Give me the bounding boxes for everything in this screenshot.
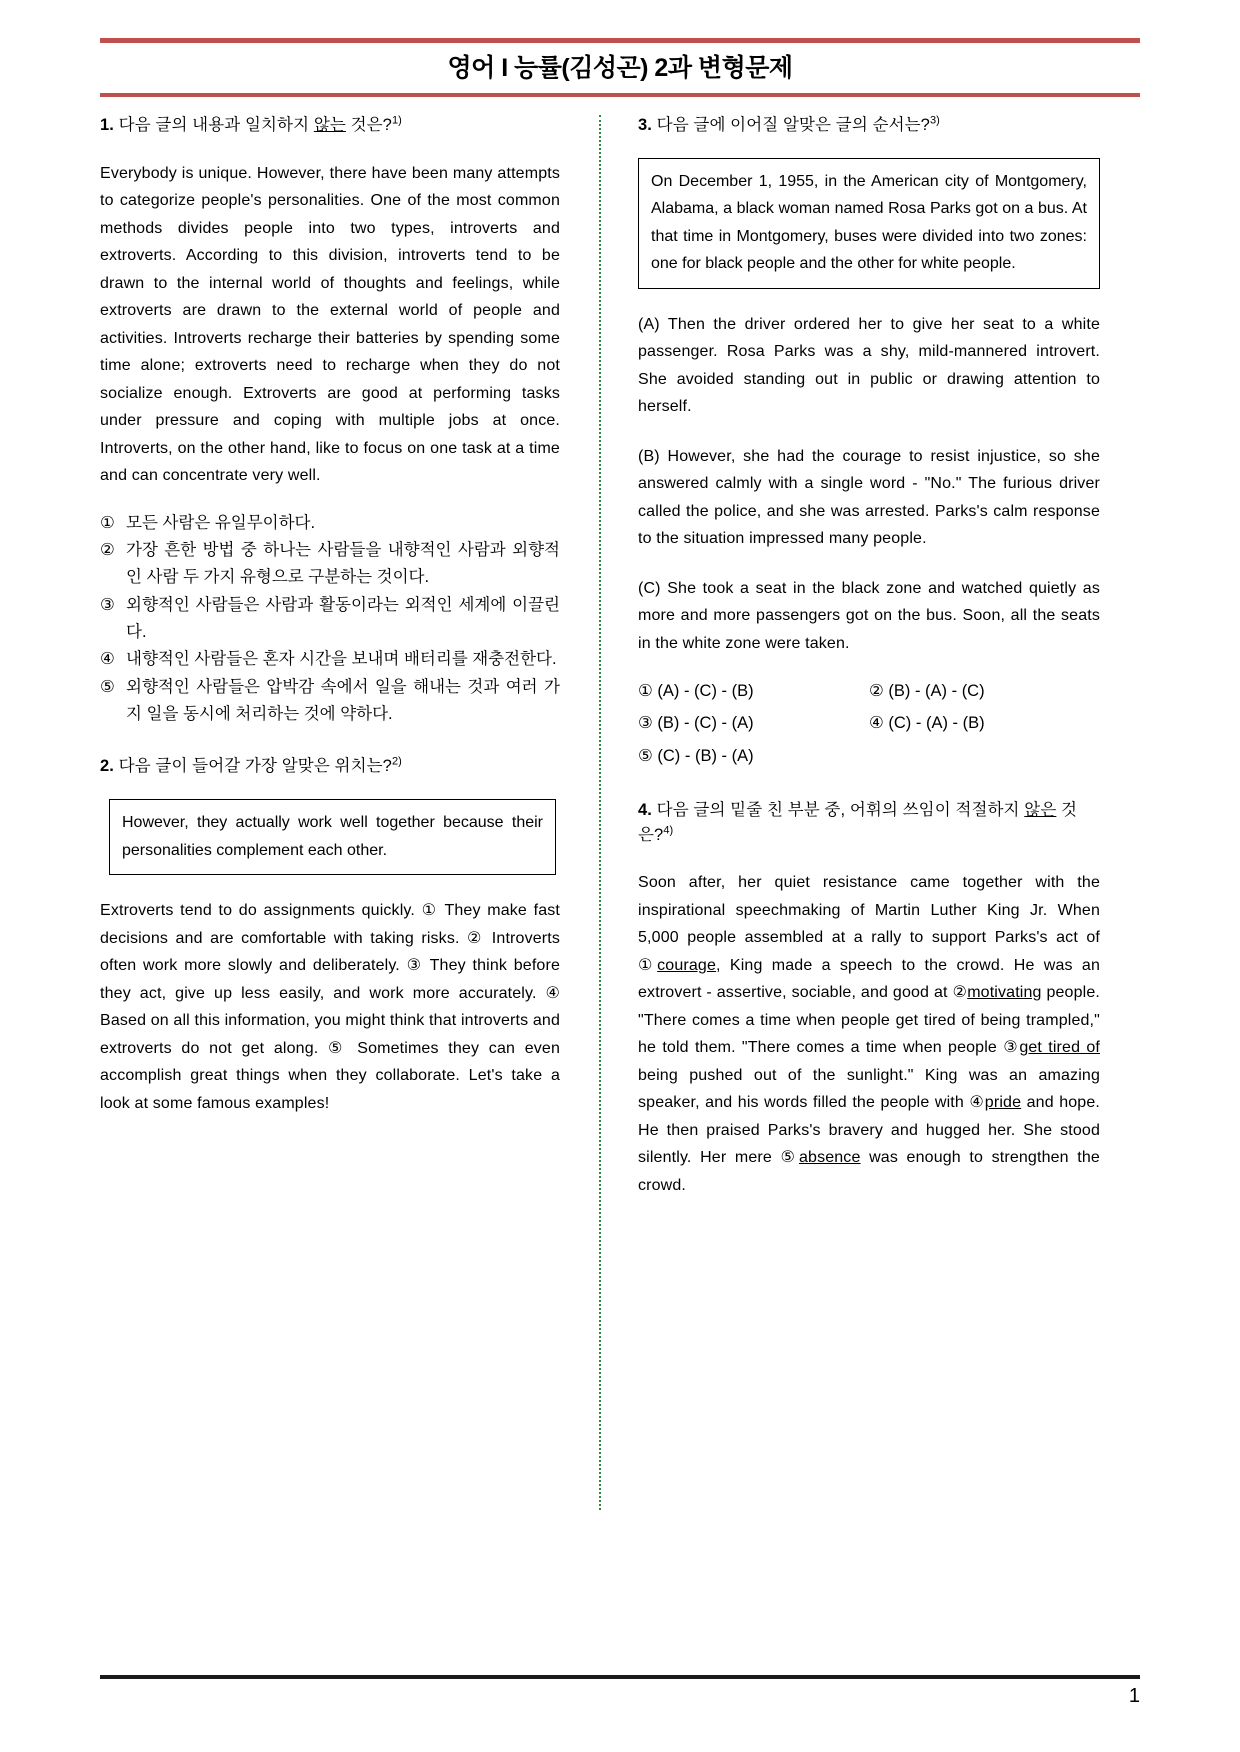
spacer (638, 772, 1100, 798)
choice-item[interactable]: ⑤ (C) - (B) - (A) (638, 746, 754, 765)
vocab-choice[interactable] (1003, 1039, 1100, 1056)
passage-text: , King made a speech to the crowd. He was an extrovert - assertive, sociable, and good at (638, 956, 1101, 1002)
question-4-prompt-underlined: 않은 (1024, 800, 1057, 819)
question-4-passage (638, 869, 1100, 1199)
question-2-heading (100, 754, 560, 779)
choice-item[interactable]: ③ (B) - (C) - (A) (638, 714, 754, 733)
column-left (100, 113, 578, 1583)
passage-text: people. "There comes a time when people get tired of being trampled," he told them. "There comes a time when people (638, 984, 1100, 1057)
question-2-boxed-sentence: However, they actually work well together because their personalities complement each other. (109, 799, 556, 875)
vocab-choice-marker: ④ (969, 1094, 985, 1112)
vocab-choice[interactable] (969, 1094, 1021, 1111)
question-4-number: 4. (638, 800, 652, 819)
vocab-choice[interactable] (952, 984, 1041, 1001)
question-2-passage: Extroverts tend to do assignments quickly. ① They make fast decisions and are comfortable with taking risks. ② Introverts often work more slowly and deliberately. ③ They think before they act, give up less easily, and work more accurately. ④ Based on all this information, you might think that introverts and extroverts do not get along. ⑤ Sometimes they can even accomplish great things when they collaborate. Let's take a look at some famous examples! (100, 902, 560, 1112)
choice-marker: ⑤ (100, 678, 115, 696)
choice-item[interactable] (100, 537, 560, 590)
choice-label: 외향적인 사람들은 사람과 활동이라는 외적인 세계에 이끌린다. (126, 595, 560, 641)
vocab-choice-marker: ⑤ (780, 1149, 799, 1167)
choice-marker: ② (100, 541, 115, 560)
page-footer (100, 1675, 1140, 1708)
vocab-choice-marker: ② (952, 984, 968, 1002)
choice-marker: ① (100, 513, 115, 532)
vocab-choice[interactable] (638, 957, 716, 974)
question-3-choices (638, 675, 1100, 772)
question-1-prompt-underlined: 않는 (313, 115, 346, 134)
question-2-prompt-before: 다음 글이 들어갈 가장 알맞은 위치는? (118, 757, 392, 776)
question-3-paragraph-a: (A) Then the driver ordered her to give her seat to a white passenger. Rosa Parks was a shy, mild-mannered introvert. She avoided standing out in public or drawing attention to herself. (638, 315, 1100, 416)
choice-label: 내향적인 사람들은 혼자 시간을 보내며 배터리를 재충전한다. (126, 650, 557, 669)
question-2 (100, 754, 560, 1117)
question-4-footnote: 4) (663, 824, 674, 836)
vocab-choice-marker: ③ (1003, 1039, 1020, 1057)
choice-label: 가장 흔한 방법 중 하나는 사람들을 내향적인 사람과 외향적인 사람 두 가지 유형으로 구분하는 것이다. (126, 541, 560, 587)
question-1-footnote: 1) (391, 114, 402, 127)
page-number: 1 (1128, 1685, 1140, 1707)
question-1-prompt-before: 다음 글의 내용과 일치하지 (118, 115, 314, 134)
vocab-choice-word: absence (798, 1149, 861, 1167)
spacer (100, 728, 560, 754)
question-1-number: 1. (100, 115, 114, 134)
choice-marker: ④ (100, 650, 115, 669)
choice-item[interactable] (100, 646, 560, 673)
choice-item[interactable]: ② (B) - (A) - (C) (869, 682, 985, 701)
choice-item[interactable]: ① (A) - (C) - (B) (638, 682, 754, 701)
vocab-choice-marker: ① (638, 956, 658, 974)
question-3-boxed-passage: On December 1, 1955, in the American city of Montgomery, Alabama, a black woman named Rosa Parks got on a bus. At that time in Montgomery, buses were divided into two zones: one for black people and the other for white people. (638, 158, 1100, 289)
choice-item[interactable] (100, 674, 560, 727)
column-right (622, 113, 1100, 1583)
question-4-prompt-before: 다음 글의 밑줄 친 부분 중, 어휘의 쓰임이 적절하지 (656, 800, 1025, 819)
question-4-heading (638, 798, 1100, 848)
choice-item[interactable]: ④ (C) - (A) - (B) (869, 714, 985, 733)
question-1 (100, 113, 560, 728)
question-1-prompt-after: 것은? (345, 115, 392, 134)
passage-text: Soon after, her quiet resistance came together with the inspirational speechmaking of Martin Luther King Jr. When 5,000 people assembled at a rally to support Parks's act of (638, 874, 1100, 947)
vocab-choice-word: pride (984, 1094, 1022, 1112)
vocab-choice[interactable] (781, 1149, 861, 1166)
question-1-choices (100, 510, 560, 728)
choice-item[interactable] (100, 510, 560, 537)
passage-text: was enough to strengthen the crowd. (638, 1149, 1100, 1194)
question-3-paragraph-c: (C) She took a seat in the black zone and watched quietly as more and more passengers got on the bus. Soon, all the seats in the white zone were taken. (638, 579, 1100, 652)
question-2-footnote: 2) (391, 755, 402, 768)
question-3-paragraph-b: (B) However, she had the courage to resist injustice, so she answered calmly with a single word - "No." The furious driver called the police, and she was arrested. Parks's calm response to the situation impressed many people. (638, 447, 1100, 548)
passage-text: being pushed out of the sunlight." King was an amazing speaker, and his words filled the people with (638, 1066, 1100, 1112)
page-title: 영어 I 능률(김성곤) 2과 변형문제 (447, 54, 793, 82)
content-columns (100, 113, 1140, 1583)
choice-label: 외향적인 사람들은 압박감 속에서 일을 해내는 것과 여러 가지 일을 동시에 처리하는 것에 약하다. (126, 678, 560, 723)
page-header (100, 0, 1140, 97)
question-1-passage: Everybody is unique. However, there have been many attempts to categorize people's personalities. One of the most common methods divides people into two types, introverts and extroverts. According to this division, introverts tend to be drawn to the internal world of thoughts and feelings, while extroverts are drawn to the external world of people and activities. Introverts recharge their batteries by spending some time alone; extroverts need to recharge when they do not socialize enough. Extroverts are good at performing tasks under pressure and coping with multiple jobs at once. Introverts, on the other hand, like to focus on one task at a time and can concentrate very well. (100, 164, 560, 485)
question-2-number: 2. (100, 757, 114, 776)
choice-item[interactable] (100, 592, 560, 645)
vocab-choice-word: get tired of (1019, 1039, 1100, 1057)
question-4 (638, 798, 1100, 1200)
choice-marker: ③ (100, 595, 115, 614)
header-rule-bottom (100, 93, 1140, 97)
column-divider (599, 115, 601, 1510)
question-3-heading (638, 113, 1100, 138)
column-divider-wrap (578, 113, 622, 1583)
question-4-prompt-after: 것은? (638, 800, 1078, 844)
passage-text: and hope. He then praised Parks's bravery and hugged her. She stood silently. Her mere (638, 1094, 1100, 1167)
question-3-footnote: 3) (929, 114, 940, 127)
question-3 (638, 113, 1100, 772)
vocab-choice-word: motivating (967, 984, 1042, 1002)
question-3-prompt-before: 다음 글에 이어질 알맞은 글의 순서는? (656, 115, 930, 134)
question-3-number: 3. (638, 115, 652, 134)
question-1-heading (100, 113, 560, 138)
vocab-choice-word: courage (657, 956, 717, 974)
choice-label: 모든 사람은 유일무이하다. (126, 513, 316, 532)
